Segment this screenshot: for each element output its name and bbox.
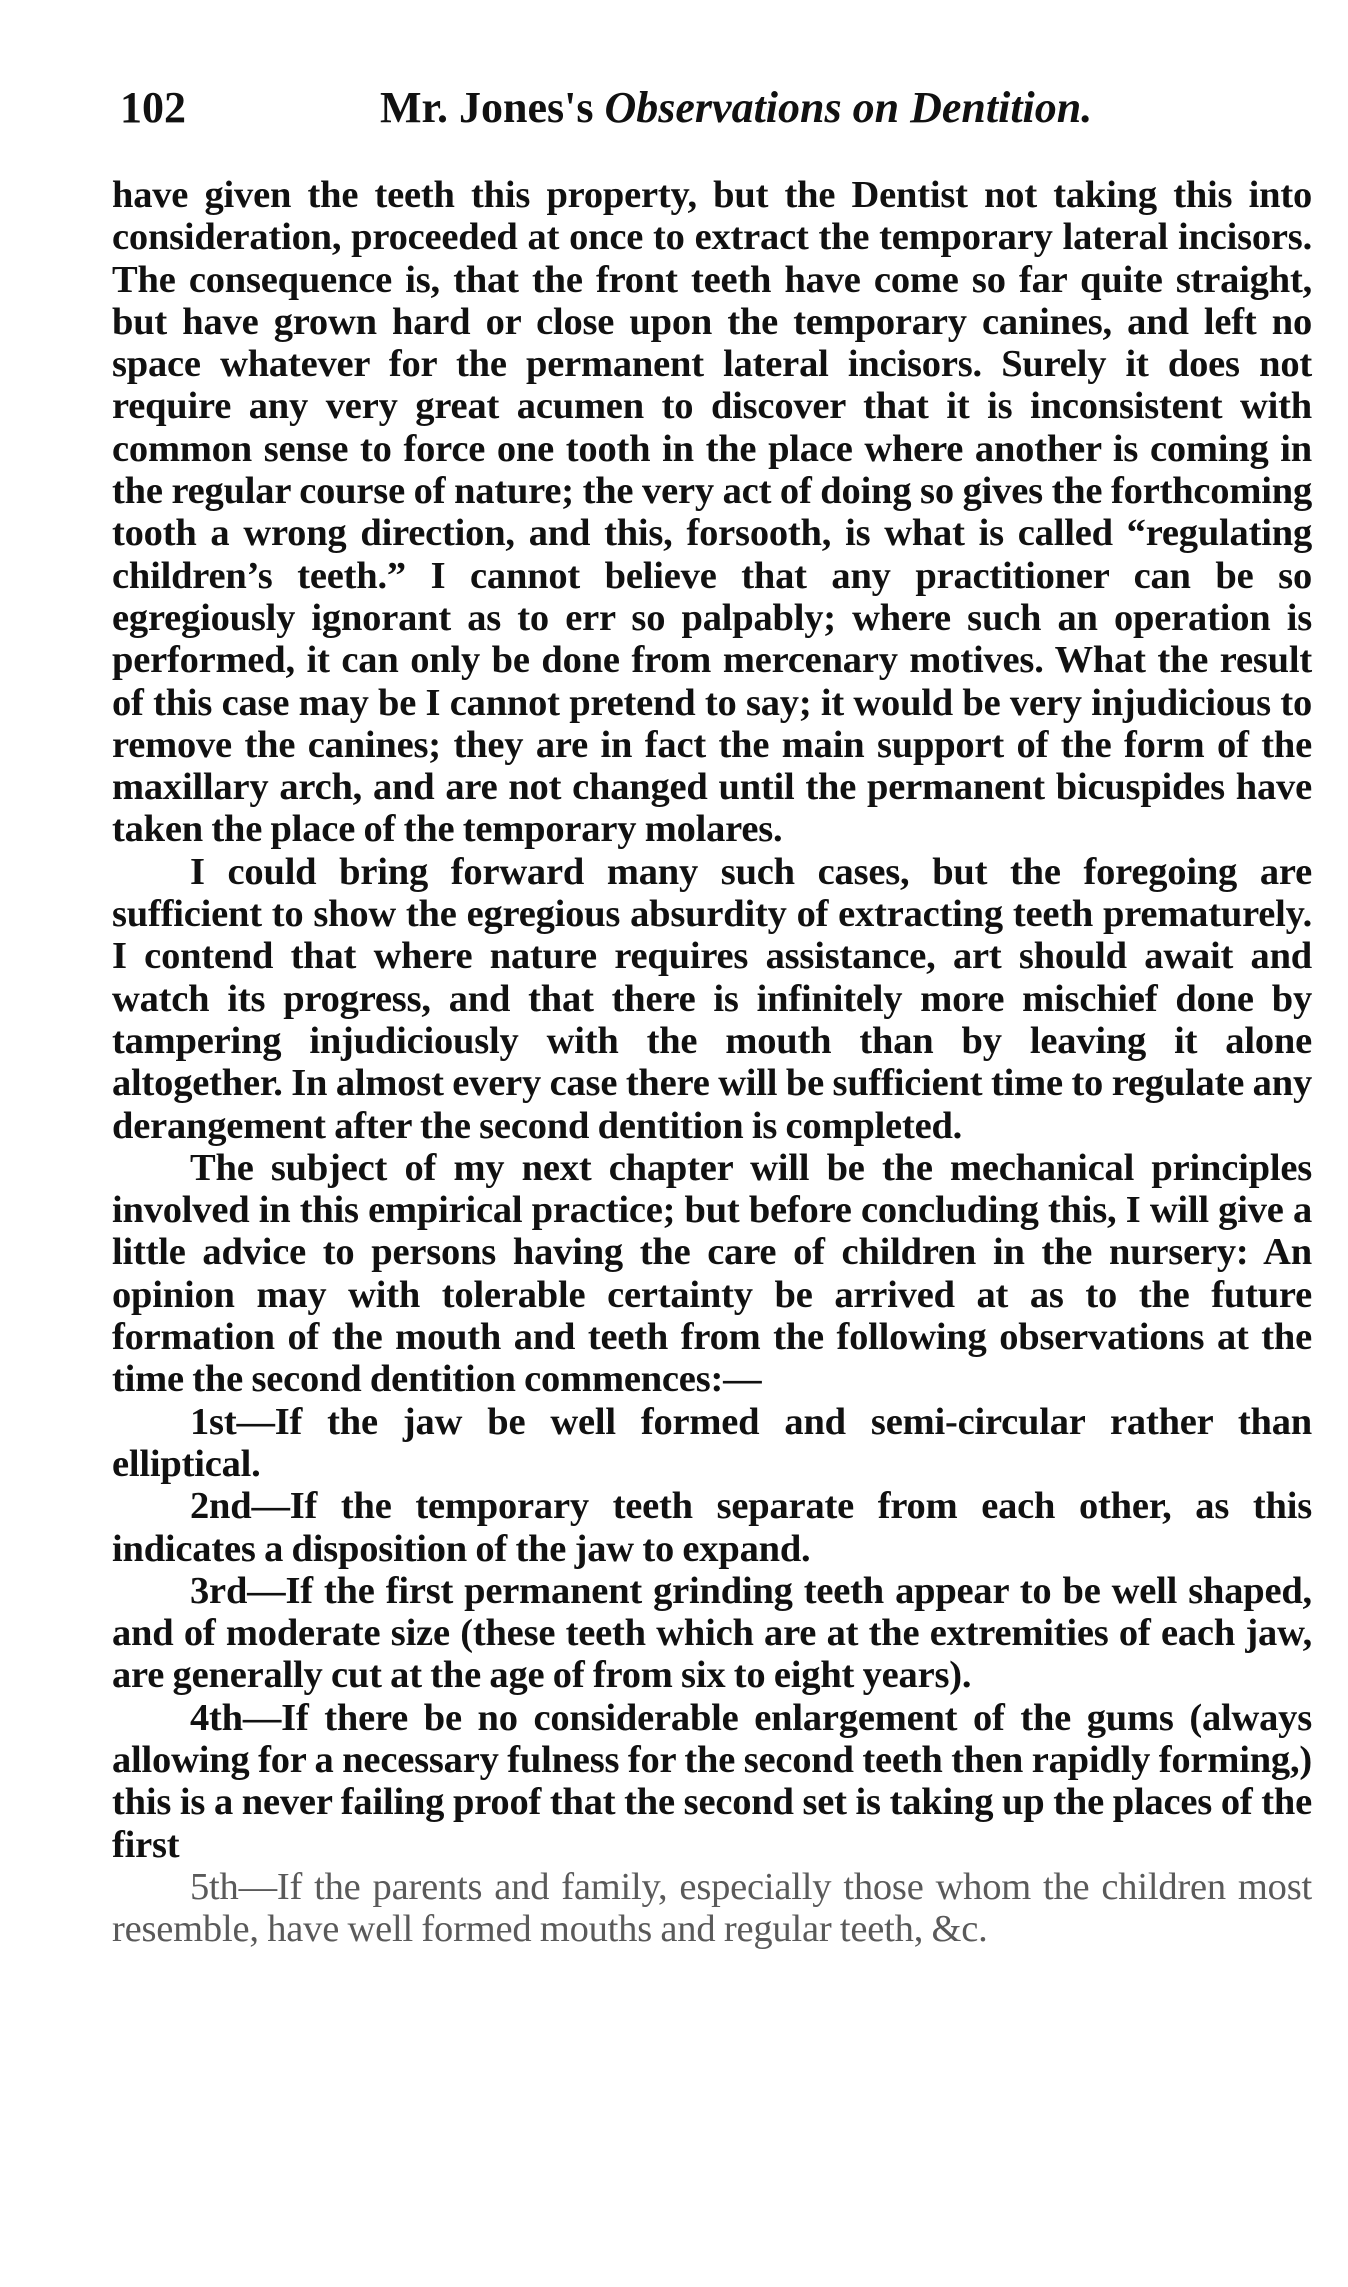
running-head-title: Observations on Dentition.: [604, 83, 1093, 132]
list-item-1st: 1st—If the jaw be well formed and semi-circular rather than elliptical.: [112, 1400, 1312, 1485]
paragraph: I could bring forward many such cases, but the foregoing are sufficient to show the egregious absurdity of extracting teeth prematurely. I contend that where nature requires assistance, art should await and watch its progress, and that there is infinitely more mischief done by tampering injudiciously with the mouth than by leaving it alone altogether. In almost every case there will be sufficient time to regulate any derangement after the second dentition is completed.: [112, 850, 1312, 1147]
list-item-2nd: 2nd—If the temporary teeth separate from each other, as this indicates a disposition of the jaw to expand.: [112, 1485, 1312, 1570]
list-item-3rd: 3rd—If the first permanent grinding teeth appear to be well shaped, and of moderate size (these teeth which are at the extremities of each jaw, are generally cut at the age of from six to eight years).: [112, 1569, 1312, 1697]
list-item-4th: 4th—If there be no considerable enlargement of the gums (always allowing for a necessary fulness for the second teeth then rapidly forming,) this is a never failing proof that the second set is taking up the places of the first: [112, 1696, 1312, 1866]
running-head-author: Mr. Jones's: [380, 83, 594, 132]
body-text: [112, 174, 1312, 1950]
paragraph-continued: have given the teeth this property, but the Dentist not taking this into consideration, proceeded at once to extract the temporary lateral incisors. The consequence is, that the front teeth have come so far quite straight, but have grown hard or close upon the temporary canines, and left no space whatever for the permanent lateral incisors. Surely it does not require any very great acumen to discover that it is inconsistent with common sense to force one tooth in the place where another is coming in the regular course of nature; the very act of doing so gives the forthcoming tooth a wrong direction, and this, forsooth, is what is called “regulating children’s teeth.” I cannot believe that any practitioner can be so egregiously ignorant as to err so palpably; where such an operation is performed, it can only be done from mercenary motives. What the result of this case may be I cannot pretend to say; it would be very injudicious to remove the canines; they are in fact the main support of the form of the maxillary arch, and are not changed until the permanent bicuspides have taken the place of the temporary molares.: [112, 174, 1312, 851]
page-header: [112, 82, 1312, 152]
page-number: 102: [120, 83, 186, 132]
paragraph: The subject of my next chapter will be the mechanical principles involved in this empirical practice; but before concluding this, I will give a little advice to persons having the care of children in the nursery: An opinion may with tolerable certainty be arrived at as to the future formation of the mouth and teeth from the following observations at the time the second dentition commences:—: [112, 1146, 1312, 1401]
book-page: [112, 82, 1312, 1950]
list-item-5th: 5th—If the parents and family, especially those whom the children most resemble, have well formed mouths and regular teeth, &c.: [112, 1865, 1312, 1951]
running-head: [380, 82, 1092, 133]
